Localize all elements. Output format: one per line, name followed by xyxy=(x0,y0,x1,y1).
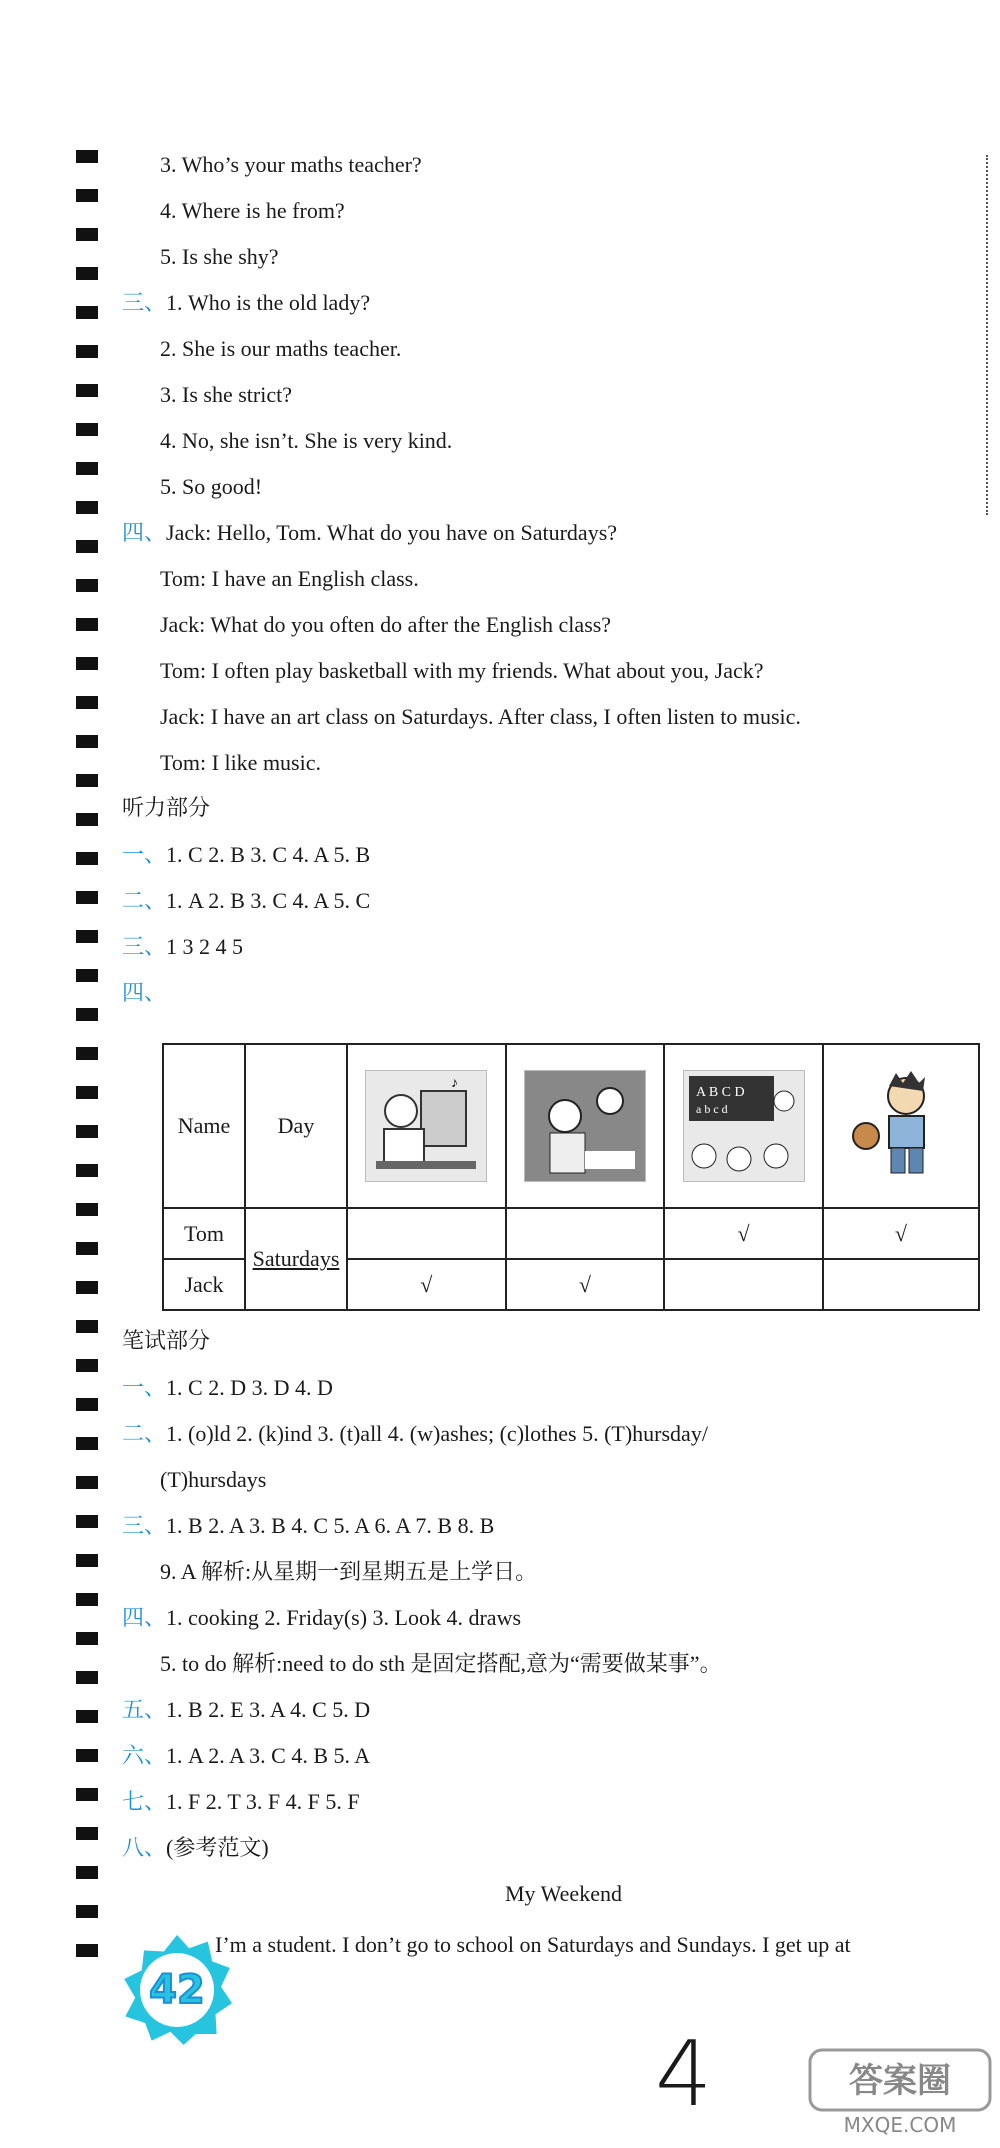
watermark-logo xyxy=(805,2040,995,2140)
picture-cell xyxy=(347,1044,506,1208)
svg-text:MXQE.COM: MXQE.COM xyxy=(843,2113,957,2137)
svg-text:答案圈: 答案圈 xyxy=(849,2061,951,2101)
picture-cell xyxy=(823,1044,979,1208)
answer-line: 一、1. C 2. B 3. C 4. A 5. B xyxy=(122,842,371,868)
check-cell: √ xyxy=(823,1208,979,1259)
answer-line: Tom: I have an English class. xyxy=(160,566,419,591)
answer-line: 三、1 3 2 4 5 xyxy=(122,934,244,960)
answer-line: 六、1. A 2. A 3. C 4. B 5. A xyxy=(122,1743,371,1769)
handwritten-mark: 4 xyxy=(655,2022,713,2127)
section-heading-listening: 听力部分 xyxy=(122,796,211,821)
check-cell: √ xyxy=(664,1208,823,1259)
answer-line: 4. No, she isn’t. She is very kind. xyxy=(160,428,453,453)
computer-music-icon xyxy=(365,1070,487,1182)
answer-line: 4. Where is he from? xyxy=(160,198,345,223)
basketball-player-icon xyxy=(841,1071,961,1181)
essay-title: My Weekend xyxy=(505,1881,622,1906)
answer-line: Tom: I often play basketball with my friends. What about you, Jack? xyxy=(160,658,764,683)
section-heading-writing: 笔试部分 xyxy=(122,1329,211,1354)
page-number-badge xyxy=(122,1935,232,2045)
answer-line: 八、(参考范文) xyxy=(122,1835,269,1861)
answer-line: 三、1. Who is the old lady? xyxy=(122,290,371,316)
answer-line: Jack: What do you often do after the English class? xyxy=(160,612,612,637)
answer-line: 2. She is our maths teacher. xyxy=(160,336,402,361)
answer-table xyxy=(162,1043,980,1311)
answer-line: 二、1. (o)ld 2. (k)ind 3. (t)all 4. (w)ashes; (c)lothes 5. (T)hursday/ xyxy=(122,1421,708,1447)
english-class-icon xyxy=(683,1070,805,1182)
answer-line: Jack: I have an art class on Saturdays. After class, I often listen to music. xyxy=(160,704,801,729)
binding-holes xyxy=(76,150,98,1980)
name-header: Name xyxy=(163,1044,245,1208)
check-cell xyxy=(347,1208,506,1259)
check-cell: √ xyxy=(506,1259,665,1310)
check-cell xyxy=(506,1208,665,1259)
name-cell: Jack xyxy=(163,1259,245,1310)
check-cell xyxy=(823,1259,979,1310)
answer-line: 五、1. B 2. E 3. A 4. C 5. D xyxy=(122,1697,371,1723)
answer-line: 四、Jack: Hello, Tom. What do you have on Saturdays? xyxy=(122,520,618,546)
cut-line xyxy=(986,155,988,515)
answer-line: Tom: I like music. xyxy=(160,750,321,775)
answer-line: 5. to do 解析:need to do sth 是固定搭配,意为“需要做某事”。 xyxy=(160,1651,722,1676)
name-cell: Tom xyxy=(163,1208,245,1259)
answer-line: 3. Is she strict? xyxy=(160,382,292,407)
svg-text:A B C D: A B C D xyxy=(695,1085,745,1101)
answer-line: 四、1. cooking 2. Friday(s) 3. Look 4. draws xyxy=(122,1605,522,1631)
essay-text: I’m a student. I don’t go to school on Saturdays and Sundays. I get up at xyxy=(215,1932,851,1957)
answer-line: 七、1. F 2. T 3. F 4. F 5. F xyxy=(122,1789,360,1815)
check-cell xyxy=(664,1259,823,1310)
picture-cell xyxy=(506,1044,665,1208)
check-cell: √ xyxy=(347,1259,506,1310)
svg-text:♪: ♪ xyxy=(451,1076,459,1092)
picture-cell xyxy=(664,1044,823,1208)
answer-line: (T)hursdays xyxy=(160,1467,267,1492)
answer-line: 二、1. A 2. B 3. C 4. A 5. C xyxy=(122,888,371,914)
day-header: Day xyxy=(245,1044,347,1208)
girl-drawing-icon xyxy=(524,1070,646,1182)
answer-line: 3. Who’s your maths teacher? xyxy=(160,152,422,177)
answer-line: 9. A 解析:从星期一到星期五是上学日。 xyxy=(160,1559,538,1584)
answer-line: 5. So good! xyxy=(160,474,263,499)
answer-line: 四、 xyxy=(122,981,167,1006)
answer-line: 三、1. B 2. A 3. B 4. C 5. A 6. A 7. B 8. B xyxy=(122,1513,495,1539)
page-number: 42 xyxy=(149,1967,205,2013)
day-cell: Saturdays xyxy=(245,1208,347,1310)
svg-text:a b c d: a b c d xyxy=(695,1102,728,1117)
answer-line: 一、1. C 2. D 3. D 4. D xyxy=(122,1375,333,1401)
answer-line: 5. Is she shy? xyxy=(160,244,279,269)
